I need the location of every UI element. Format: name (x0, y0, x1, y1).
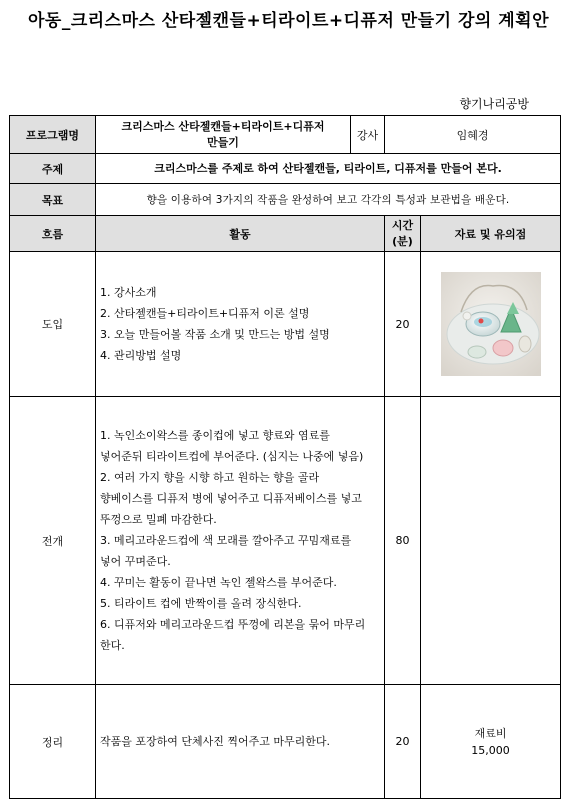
flow-intro: 도입 (10, 252, 96, 397)
program-name-line2: 만들기 (207, 135, 239, 149)
activity-line: 1. 녹인소이왁스를 종이컵에 넣고 향료와 염료를 (100, 429, 330, 442)
activity-line: 5. 티라이트 컵에 반짝이를 올려 장식한다. (100, 597, 302, 610)
activity-line: 넣어 꾸며준다. (100, 555, 171, 568)
document-title: 아동_크리스마스 산타젤캔들+티라이트+디퓨저 만들기 강의 계획안 (27, 11, 550, 31)
col-flow-header: 흐름 (10, 216, 96, 252)
program-row (10, 116, 561, 154)
time-development: 80 (385, 397, 421, 685)
topic-label: 주제 (10, 154, 96, 184)
lesson-plan-table (9, 115, 561, 799)
activity-line: 뚜껑으로 밀폐 마감한다. (100, 513, 217, 526)
activity-line: 향베이스를 디퓨저 병에 넣어주고 디퓨저베이스를 넣고 (100, 492, 362, 505)
goal-row (10, 184, 561, 216)
instructor-name: 임혜경 (385, 116, 561, 154)
goal-label: 목표 (10, 184, 96, 216)
material-development (421, 397, 561, 685)
activity-line: 4. 관리방법 설명 (100, 349, 182, 362)
material-wrapup (421, 685, 561, 799)
material-cost-label: 재료비 (474, 726, 507, 740)
col-activity-header: 활동 (96, 216, 385, 252)
time-intro: 20 (385, 252, 421, 397)
activity-development (96, 397, 385, 685)
topic-text: 크리스마스를 주제로 하여 산타젤캔들, 티라이트, 디퓨저를 만들어 본다. (96, 154, 561, 184)
flow-wrapup: 정리 (10, 685, 96, 799)
activity-line: 3. 메리고라운드컵에 색 모래를 깔아주고 꾸밈재료를 (100, 534, 352, 547)
program-label: 프로그램명 (10, 116, 96, 154)
instructor-label: 강사 (351, 116, 385, 154)
col-time-line1: 시간 (391, 218, 414, 232)
col-time-header (385, 216, 421, 252)
activity-wrapup (96, 685, 385, 799)
activity-line: 넣어준뒤 티라이트컵에 부어준다. (심지는 나중에 넣음) (100, 450, 364, 463)
col-time-line2: (분) (392, 234, 413, 248)
product-photo (441, 272, 541, 376)
goal-text: 향을 이용하여 3가지의 작품을 완성하여 보고 각각의 특성과 보관법을 배운다. (96, 184, 561, 216)
activity-line: 작품을 포장하여 단체사진 찍어주고 마무리한다. (100, 735, 331, 748)
activity-line: 3. 오늘 만들어볼 작품 소개 및 만드는 방법 설명 (100, 328, 330, 341)
topic-row (10, 154, 561, 184)
activity-line: 한다. (100, 639, 125, 652)
activity-line: 6. 디퓨저와 메리고라운드컵 뚜껑에 리본을 묶어 마무리 (100, 618, 366, 631)
material-cost-value: 15,000 (471, 743, 510, 757)
activity-line: 2. 여러 가지 향을 시향 하고 원하는 향을 골라 (100, 471, 320, 484)
activity-line: 2. 산타젤캔들+티라이트+디퓨저 이론 설명 (100, 307, 310, 320)
activity-intro (96, 252, 385, 397)
flow-development: 전개 (10, 397, 96, 685)
column-header-row (10, 216, 561, 252)
col-material-header: 자료 및 유의점 (421, 216, 561, 252)
table-row (10, 252, 561, 397)
activity-line: 4. 꾸미는 활동이 끝나면 녹인 젤왁스를 부어준다. (100, 576, 337, 589)
table-row (10, 397, 561, 685)
activity-line: 1. 강사소개 (100, 286, 157, 299)
program-name (96, 116, 351, 154)
material-intro (421, 252, 561, 397)
table-row (10, 685, 561, 799)
program-name-line1: 크리스마스 산타젤캔들+티라이트+디퓨저 (121, 119, 325, 133)
time-wrapup: 20 (385, 685, 421, 799)
organization-name: 향기나리공방 (459, 97, 529, 111)
